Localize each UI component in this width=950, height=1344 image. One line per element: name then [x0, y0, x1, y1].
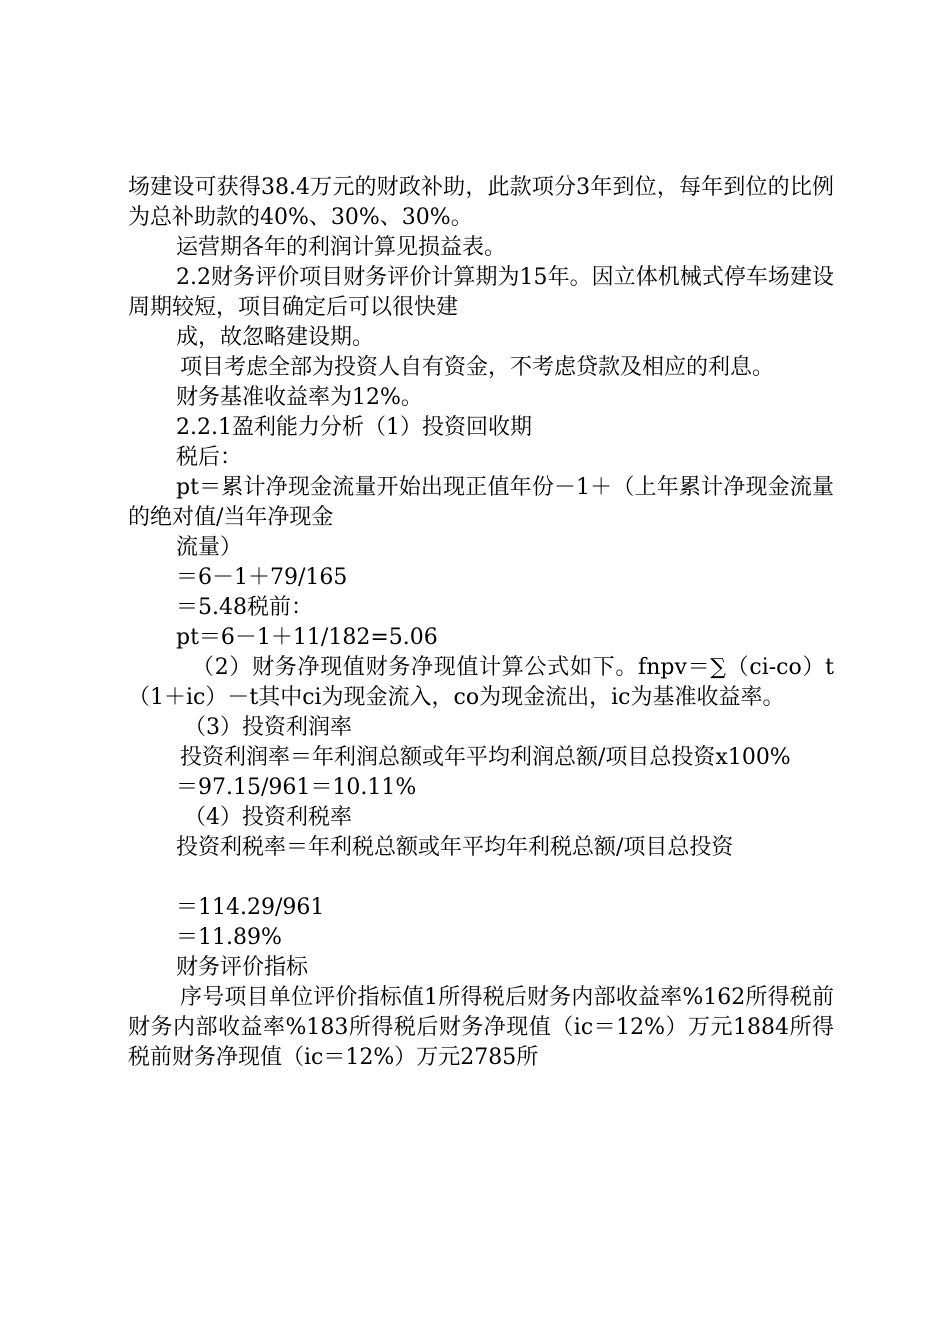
heading-profitability-analysis: 2.2.1盈利能力分析（1）投资回收期 — [176, 415, 532, 440]
heading-investment-profit-rate: （3）投资利润率 — [184, 715, 352, 740]
label-after-tax: 税后： — [176, 445, 243, 470]
heading-financial-indicators: 财务评价指标 — [176, 955, 309, 980]
heading-investment-tax-rate: （4）投资利税率 — [184, 805, 352, 830]
paragraph-profit-calc: 运营期各年的利润计算见损益表。 — [176, 235, 507, 260]
paragraph-npv: （2）财务净现值财务净现值计算公式如下。fnpv＝∑（ci-co）t（1＋ic）－t其中ci为现金流入，co为现金流出，ic为基准收益率。 — [128, 655, 834, 710]
formula-payback-step: ＝6－1＋79/165 — [176, 565, 348, 590]
result-investment-tax-rate: ＝11.89% — [176, 925, 282, 950]
formula-investment-tax-step: ＝114.29/961 — [176, 895, 325, 920]
formula-payback-period-cont: 流量） — [176, 535, 243, 560]
formula-investment-profit-rate: 投资利润率＝年利润总额或年平均利润总额/项目总投资x100% — [180, 745, 791, 770]
formula-payback-period: pt＝累计净现金流量开始出现正值年份－1＋（上年累计净现金流量的绝对值/当年净现金 — [128, 475, 834, 530]
formula-payback-result: ＝5.48税前： — [176, 595, 313, 620]
blank-line — [128, 863, 834, 893]
document-body — [128, 173, 834, 1073]
result-investment-profit-rate: ＝97.15/961＝10.11% — [176, 775, 417, 800]
paragraph-evaluation-period: 2.2财务评价项目财务评价计算期为15年。因立体机械式停车场建设周期较短，项目确定后可以很快建 — [128, 265, 834, 320]
paragraph-subsidy: 场建设可获得38.4万元的财政补助，此款项分3年到位，每年到位的比例为总补助款的40%、30%、30%。 — [128, 175, 834, 230]
paragraph-construction-ignored: 成，故忽略建设期。 — [176, 325, 375, 350]
formula-investment-tax-rate: 投资利税率＝年利税总额或年平均年利税总额/项目总投资 — [176, 835, 734, 860]
paragraph-own-funds: 项目考虑全部为投资人自有资金，不考虑贷款及相应的利息。 — [180, 355, 775, 380]
paragraph-benchmark-rate: 财务基准收益率为12%。 — [176, 385, 423, 410]
formula-payback-before-tax: pt＝6－1＋11/182=5.06 — [176, 625, 438, 650]
paragraph-indicator-table: 序号项目单位评价指标值1所得税后财务内部收益率%162所得税前财务内部收益率%183所得税后财务净现值（ic＝12%）万元1884所得税前财务净现值（ic＝12%）万元2785所 — [128, 985, 834, 1070]
